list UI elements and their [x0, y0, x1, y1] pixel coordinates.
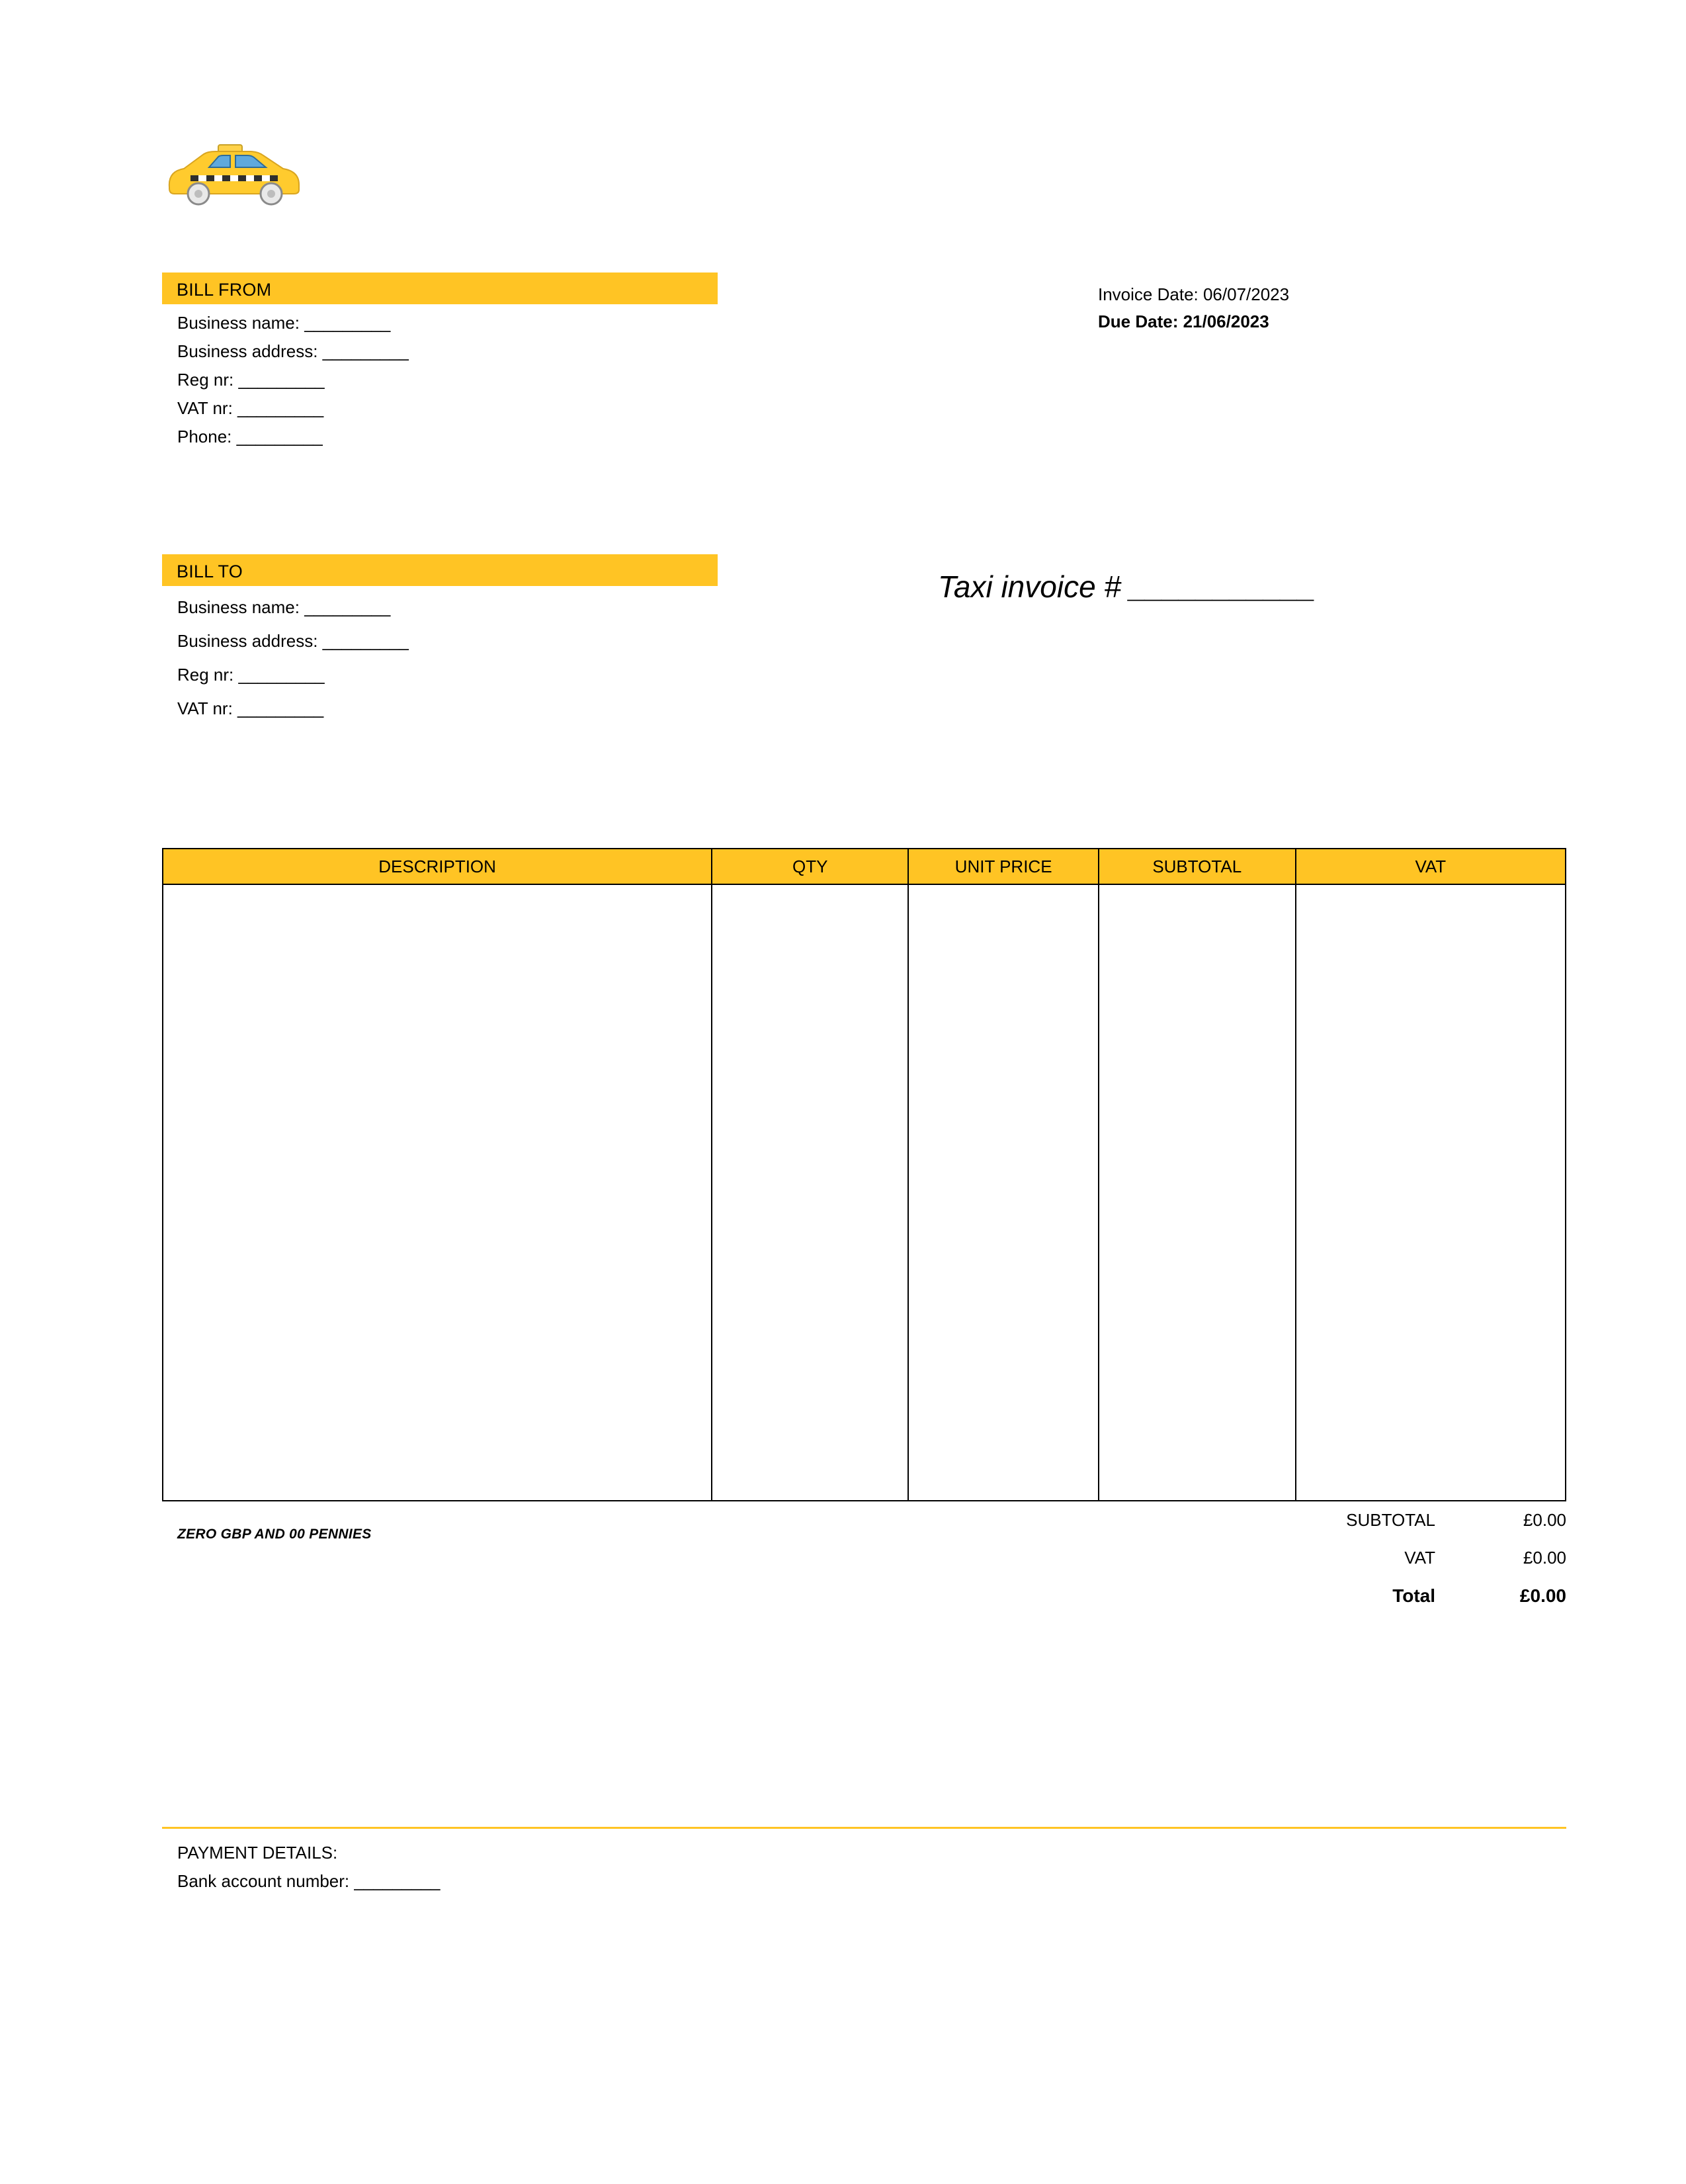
bill-from-fields	[177, 309, 409, 451]
bill-from-label: BILL FROM	[177, 280, 272, 300]
table-header-row	[163, 849, 1566, 884]
payment-details-heading: PAYMENT DETAILS:	[177, 1843, 338, 1863]
bill-to-reg-nr[interactable]: Reg nr: _________	[177, 665, 325, 685]
bill-from-vat-nr[interactable]: VAT nr: _________	[177, 398, 324, 418]
bill-from-business-address[interactable]: Business address: _________	[177, 341, 409, 361]
bill-from-reg-nr[interactable]: Reg nr: _________	[177, 370, 325, 390]
invoice-number-title[interactable]: Taxi invoice # ___________	[938, 569, 1316, 604]
totals-value-total: £0.00	[1519, 1585, 1566, 1606]
cell-unit-price[interactable]	[908, 884, 1098, 1501]
bill-from-phone[interactable]: Phone: _________	[177, 427, 323, 446]
invoice-dates	[1098, 281, 1289, 335]
payment-details	[177, 1839, 441, 1896]
totals-row-subtotal	[1098, 1510, 1566, 1548]
invoice-date: Invoice Date: 06/07/2023	[1098, 284, 1290, 304]
line-items-table	[162, 848, 1566, 1501]
column-header-description: DESCRIPTION	[163, 849, 712, 884]
bill-to-header	[162, 554, 718, 586]
cell-qty[interactable]	[712, 884, 908, 1501]
cell-subtotal[interactable]	[1099, 884, 1296, 1501]
bill-from-header	[162, 273, 718, 304]
payment-divider	[162, 1827, 1566, 1829]
totals-label-subtotal: SUBTOTAL	[1346, 1510, 1435, 1530]
column-header-vat: VAT	[1296, 849, 1566, 884]
bill-from-business-name[interactable]: Business name: _________	[177, 313, 391, 333]
totals-row-total	[1098, 1585, 1566, 1623]
due-date: Due Date: 21/06/2023	[1098, 312, 1269, 331]
cell-vat[interactable]	[1296, 884, 1566, 1501]
totals-block	[1098, 1510, 1566, 1623]
bill-to-business-name[interactable]: Business name: _________	[177, 597, 391, 617]
totals-label-total: Total	[1392, 1585, 1435, 1606]
bill-to-fields	[177, 591, 409, 726]
table-row	[163, 884, 1566, 1501]
totals-value-vat: £0.00	[1523, 1548, 1566, 1568]
bank-account-number[interactable]: Bank account number: _________	[177, 1871, 441, 1891]
column-header-subtotal: SUBTOTAL	[1099, 849, 1296, 884]
totals-label-vat: VAT	[1404, 1548, 1435, 1568]
column-header-qty: QTY	[712, 849, 908, 884]
bill-to-vat-nr[interactable]: VAT nr: _________	[177, 698, 324, 718]
column-header-unit-price: UNIT PRICE	[908, 849, 1098, 884]
amount-in-words: ZERO GBP AND 00 PENNIES	[177, 1527, 372, 1542]
taxi-cab-icon	[157, 136, 310, 208]
bill-to-business-address[interactable]: Business address: _________	[177, 631, 409, 651]
cell-description[interactable]	[163, 884, 712, 1501]
totals-value-subtotal: £0.00	[1523, 1510, 1566, 1530]
totals-row-vat	[1098, 1548, 1566, 1585]
bill-to-label: BILL TO	[177, 562, 243, 581]
